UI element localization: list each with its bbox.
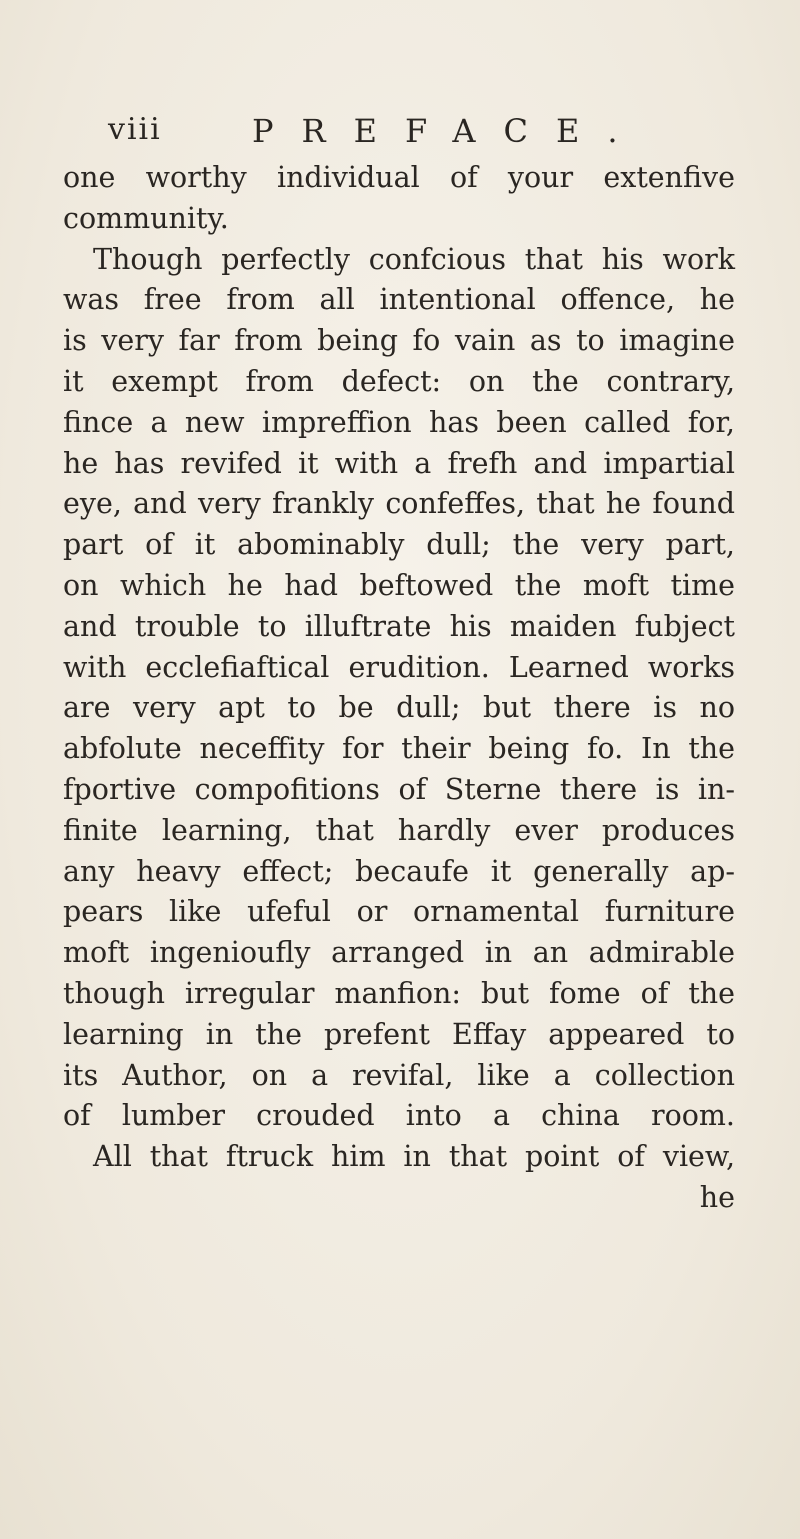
text-line: are very apt to be dull; but there is no xyxy=(63,691,735,725)
text-line: fportive compofitions of Sterne there is in- xyxy=(63,772,735,806)
text-line: is very far from being fo vain as to imagine xyxy=(63,324,735,358)
text-line: its Author, on a revifal, like a collection xyxy=(63,1058,735,1092)
text-line: community. xyxy=(63,201,229,235)
text-line: eye, and very frankly confeffes, that he found xyxy=(63,487,735,521)
text-line: pears like ufeful or ornamental furniture xyxy=(63,895,735,929)
text-line: fince a new impreffion has been called for, xyxy=(63,405,735,439)
text-line: Though perfectly confcious that his work xyxy=(93,242,735,276)
text-line: though irregular manfion: but fome of the xyxy=(63,976,735,1010)
text-line: part of it abominably dull; the very part, xyxy=(63,528,735,562)
text-line: abfolute neceffity for their being fo. In the xyxy=(63,732,735,766)
text-line: any heavy effect; becaufe it generally ap- xyxy=(63,854,735,888)
text-line: learning in the prefent Effay appeared to xyxy=(63,1017,735,1051)
text-line: it exempt from defect: on the contrary, xyxy=(63,364,735,398)
page-header xyxy=(108,112,748,152)
text-line: he has revifed it with a frefh and impartial xyxy=(63,446,735,480)
text-line: and trouble to illuftrate his maiden fubject xyxy=(63,609,735,643)
body-text xyxy=(63,158,735,1219)
text-line: one worthy individual of your extenfive xyxy=(63,161,735,194)
text-line: of lumber crouded into a china room. xyxy=(63,1099,735,1133)
running-title: PREFACE. xyxy=(252,112,646,150)
text-line: on which he had beftowed the moft time xyxy=(63,568,735,602)
catchword: he xyxy=(699,1180,735,1214)
text-line: with ecclefiaftical erudition. Learned works xyxy=(63,650,735,684)
text-line: moft ingenioufly arranged in an admirable xyxy=(63,936,735,970)
text-line: All that ftruck him in that point of view, xyxy=(93,1140,735,1174)
text-line: finite learning, that hardly ever produces xyxy=(63,813,735,847)
page-number: viii xyxy=(108,112,162,147)
text-line: was free from all intentional offence, he xyxy=(63,283,735,317)
